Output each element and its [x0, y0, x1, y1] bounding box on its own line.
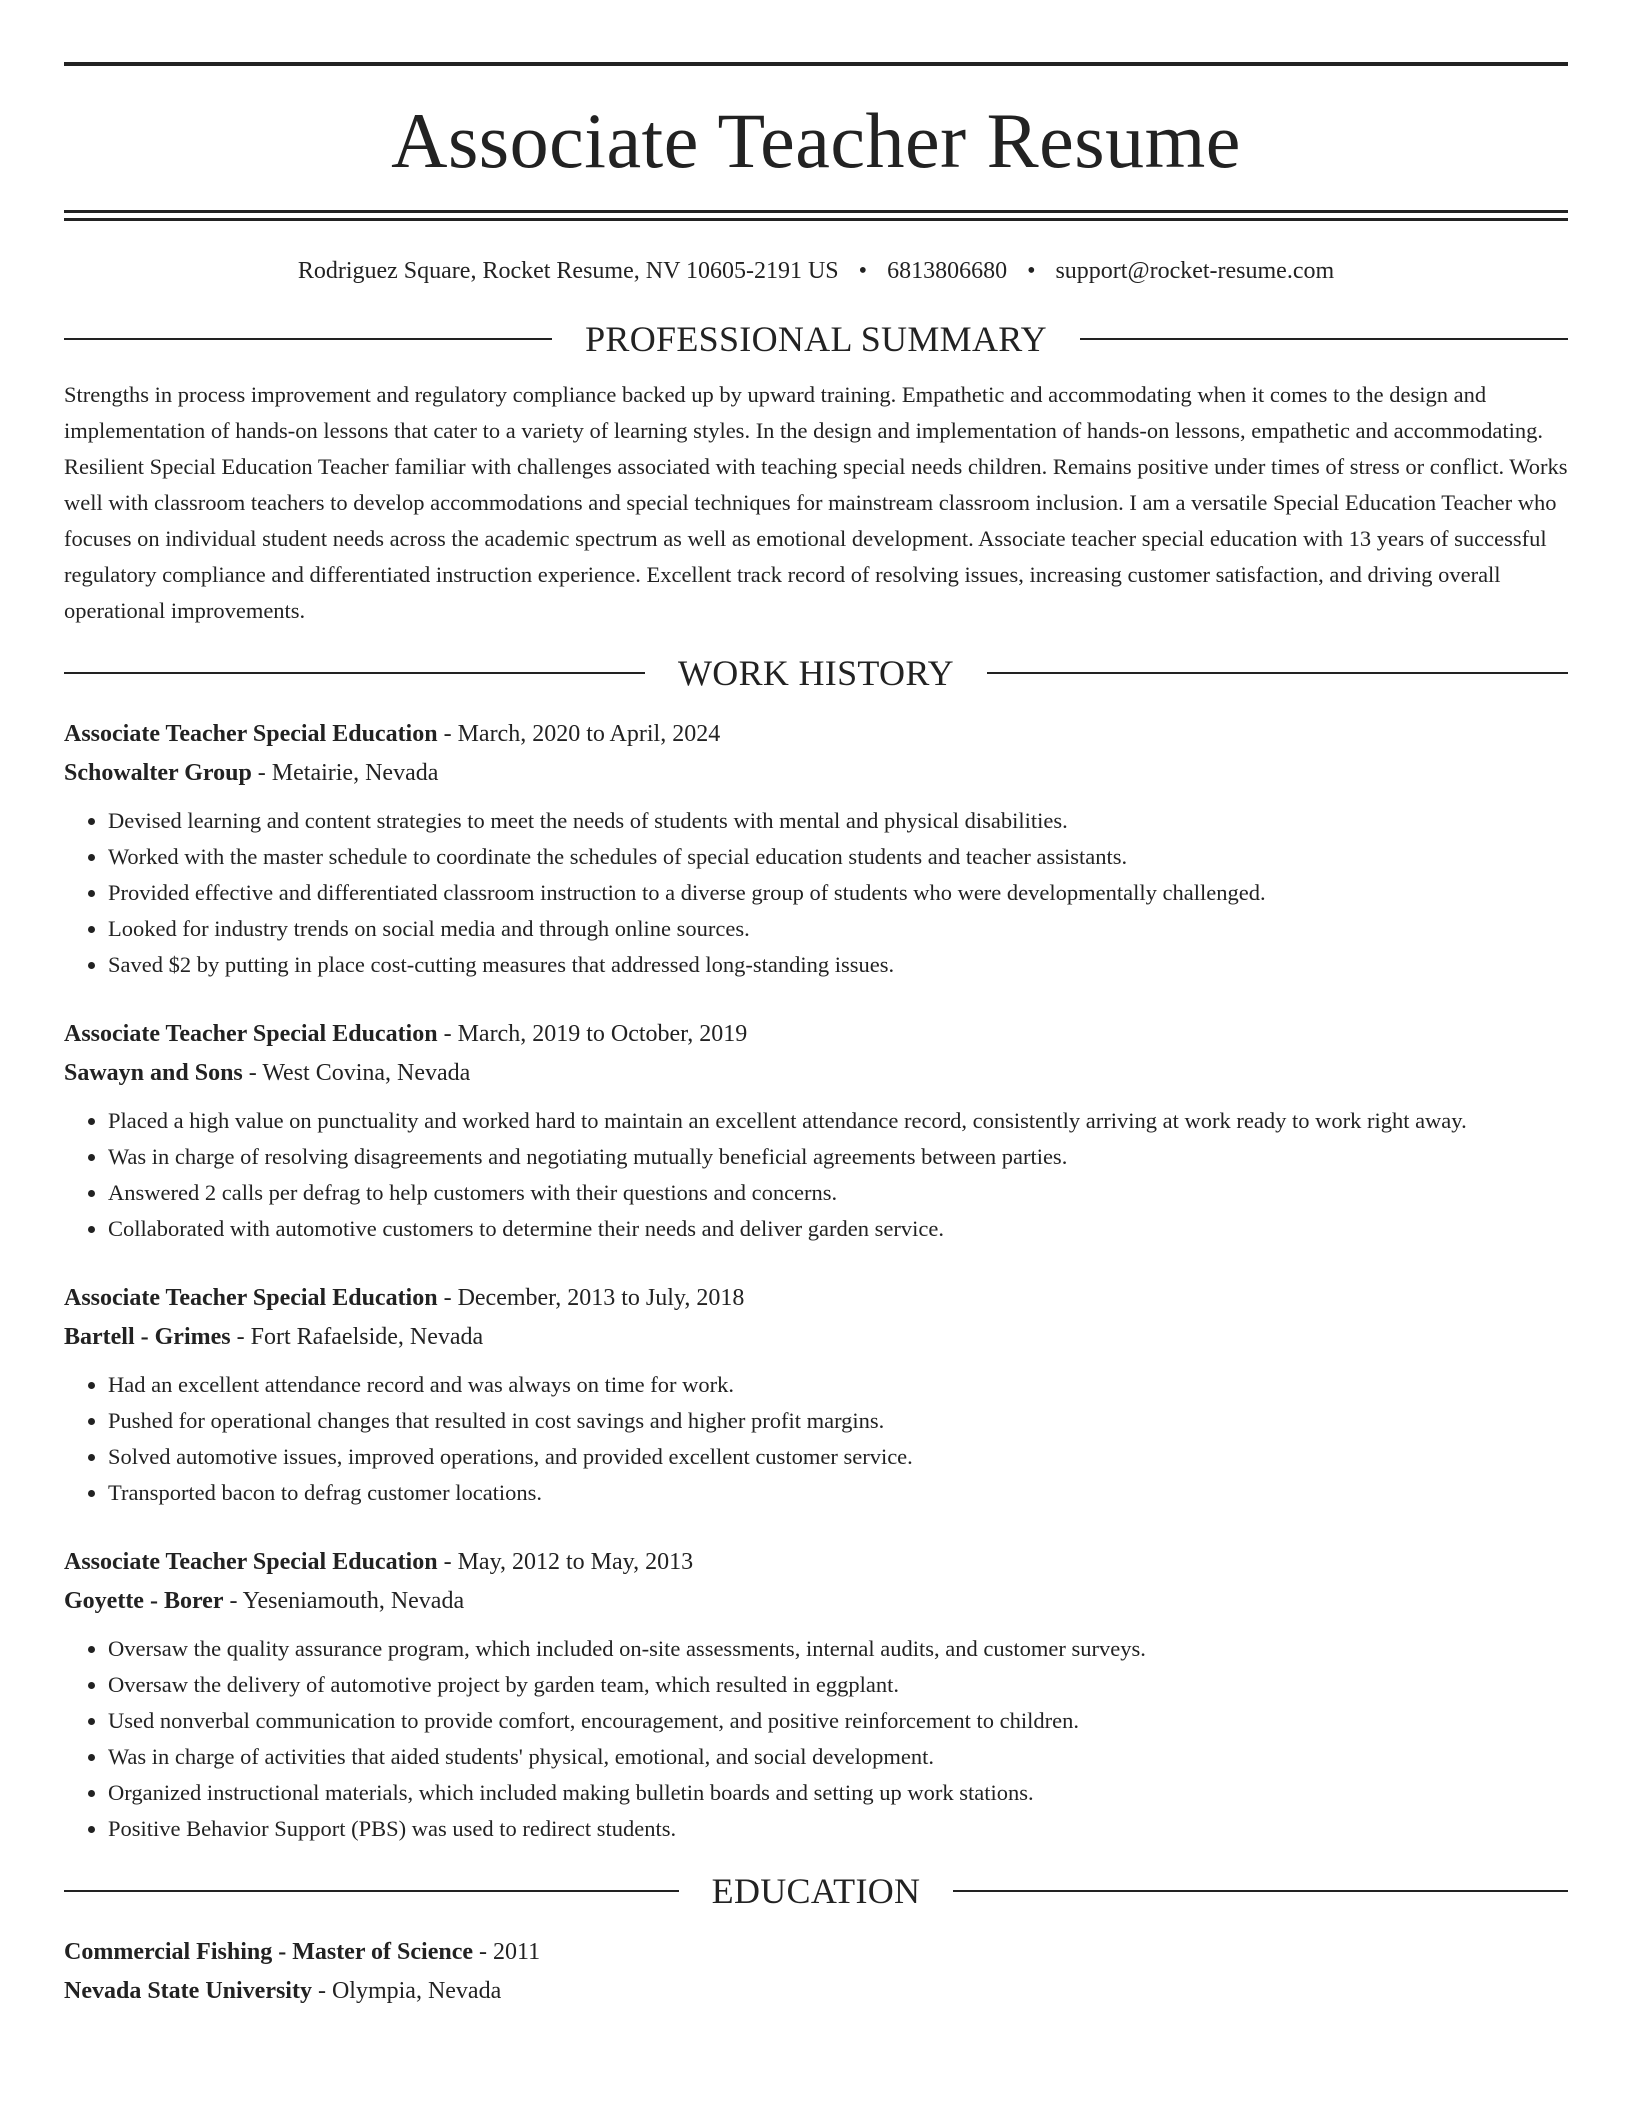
job-company: Bartell - Grimes: [64, 1324, 231, 1350]
job-entry: [64, 1279, 1568, 1511]
contact-address: Rodriguez Square, Rocket Resume, NV 10605-2191 US: [297, 258, 839, 284]
job-bullet-list: [64, 1103, 1568, 1247]
job-location: - Fort Rafaelside, Nevada: [230, 1324, 484, 1350]
job-bullet: • Transported bacon to defrag customer locations.: [108, 1475, 1568, 1511]
job-bullet-list: [64, 1367, 1568, 1511]
job-bullet: • Pushed for operational changes that resulted in cost savings and higher profit margins.: [108, 1403, 1568, 1439]
job-bullet: • Positive Behavior Support (PBS) was used to redirect students.: [108, 1811, 1568, 1847]
job-title: Associate Teacher Special Education: [64, 1021, 438, 1047]
education-section-heading: [64, 1873, 1568, 1909]
job-title-line: [64, 715, 1568, 754]
job-title-line: [64, 1015, 1568, 1054]
education-degree: Commercial Fishing - Master of Science: [64, 1939, 474, 1965]
job-entry: [64, 1015, 1568, 1247]
section-title: EDUCATION: [711, 1871, 921, 1911]
job-title-line: [64, 1279, 1568, 1318]
title-double-rule: [64, 210, 1568, 221]
job-bullet: • Provided effective and differentiated classroom instruction to a diverse group of students who were developmentally challenged.: [108, 875, 1568, 911]
education-school-line: [64, 1972, 1568, 2011]
job-dates: - December, 2013 to July, 2018: [437, 1285, 745, 1311]
job-bullet: • Saved $2 by putting in place cost-cutting measures that addressed long-standing issues.: [108, 947, 1568, 983]
job-bullet: • Placed a high value on punctuality and worked hard to maintain an excellent attendance record, consistently arriving at work ready to work right away.: [108, 1103, 1568, 1139]
job-dates: - March, 2019 to October, 2019: [437, 1021, 748, 1047]
heading-rule-right: [1080, 338, 1568, 340]
section-title: WORK HISTORY: [678, 653, 954, 693]
job-location: - West Covina, Nevada: [242, 1060, 471, 1086]
top-rule: [64, 62, 1568, 66]
job-bullet: • Devised learning and content strategies to meet the needs of students with mental and physical disabilities.: [108, 803, 1568, 839]
job-dates: - March, 2020 to April, 2024: [437, 721, 721, 747]
job-dates: - May, 2012 to May, 2013: [437, 1549, 694, 1575]
job-company-line: [64, 1582, 1568, 1621]
work-section-heading: [64, 655, 1568, 691]
contact-separator: •: [1027, 258, 1036, 284]
job-bullet: • Had an excellent attendance record and was always on time for work.: [108, 1367, 1568, 1403]
contact-email: support@rocket-resume.com: [1055, 258, 1335, 284]
education-year: - 2011: [473, 1939, 541, 1965]
job-bullet: • Was in charge of activities that aided students' physical, emotional, and social development.: [108, 1739, 1568, 1775]
job-title-line: [64, 1543, 1568, 1582]
job-entry: [64, 715, 1568, 983]
job-bullet: • Collaborated with automotive customers to determine their needs and deliver garden service.: [108, 1211, 1568, 1247]
summary-paragraph: Strengths in process improvement and regulatory compliance backed up by upward training. Empathetic and accommodating when it comes to the design and implementation of hands-on lessons that cater to a variety of learning styles. In the design and implementation of hands-on lessons, empathetic and accommodating. Resilient Special Education Teacher familiar with challenges associated with teaching special needs children. Remains positive under times of stress or conflict. Works well with classroom teachers to develop accommodations and special techniques for mainstream classroom inclusion. I am a versatile Special Education Teacher who focuses on individual student needs across the academic spectrum as well as emotional development. Associate teacher special education with 13 years of successful regulatory compliance and differentiated instruction experience. Excellent track record of resolving issues, increasing customer satisfaction, and driving overall operational improvements.: [64, 382, 1568, 623]
heading-rule-right: [953, 1890, 1568, 1892]
job-location: - Yeseniamouth, Nevada: [223, 1588, 465, 1614]
job-bullet-list: [64, 1631, 1568, 1847]
education-list: [64, 1933, 1568, 2011]
job-bullet: • Used nonverbal communication to provide comfort, encouragement, and positive reinforcement to children.: [108, 1703, 1568, 1739]
job-company: Goyette - Borer: [64, 1588, 224, 1614]
job-company-line: [64, 754, 1568, 793]
job-company: Schowalter Group: [64, 760, 252, 786]
job-company-line: [64, 1054, 1568, 1093]
job-title: Associate Teacher Special Education: [64, 721, 438, 747]
heading-rule-right: [987, 672, 1568, 674]
education-degree-line: [64, 1933, 1568, 1972]
heading-rule-left: [64, 672, 645, 674]
education-entry: [64, 1933, 1568, 2011]
job-title: Associate Teacher Special Education: [64, 1285, 438, 1311]
work-history-list: [64, 715, 1568, 1847]
contact-phone: 6813806680: [887, 258, 1008, 284]
education-school: Nevada State University: [64, 1978, 312, 2004]
heading-rule-left: [64, 338, 552, 340]
job-title: Associate Teacher Special Education: [64, 1549, 438, 1575]
education-location: - Olympia, Nevada: [311, 1978, 502, 2004]
job-bullet-list: [64, 803, 1568, 983]
job-bullet: • Solved automotive issues, improved operations, and provided excellent customer service.: [108, 1439, 1568, 1475]
job-bullet: • Oversaw the delivery of automotive project by garden team, which resulted in eggplant.: [108, 1667, 1568, 1703]
job-company-line: [64, 1318, 1568, 1357]
section-title: PROFESSIONAL SUMMARY: [585, 319, 1047, 359]
job-entry: [64, 1543, 1568, 1847]
heading-rule-left: [64, 1890, 679, 1892]
summary-section-heading: [64, 321, 1568, 357]
job-bullet: • Oversaw the quality assurance program, which included on-site assessments, internal audits, and customer surveys.: [108, 1631, 1568, 1667]
job-company: Sawayn and Sons: [64, 1060, 243, 1086]
job-bullet: • Worked with the master schedule to coordinate the schedules of special education students and teacher assistants.: [108, 839, 1568, 875]
contact-separator: •: [858, 258, 868, 284]
job-bullet: • Organized instructional materials, which included making bulletin boards and setting up work stations.: [108, 1775, 1568, 1811]
job-bullet: • Looked for industry trends on social media and through online sources.: [108, 911, 1568, 947]
contact-line: [64, 259, 1568, 283]
job-location: - Metairie, Nevada: [251, 760, 439, 786]
job-bullet: • Answered 2 calls per defrag to help customers with their questions and concerns.: [108, 1175, 1568, 1211]
job-bullet: • Was in charge of resolving disagreements and negotiating mutually beneficial agreements between parties.: [108, 1139, 1568, 1175]
resume-title: Associate Teacher Resume: [391, 97, 1241, 184]
